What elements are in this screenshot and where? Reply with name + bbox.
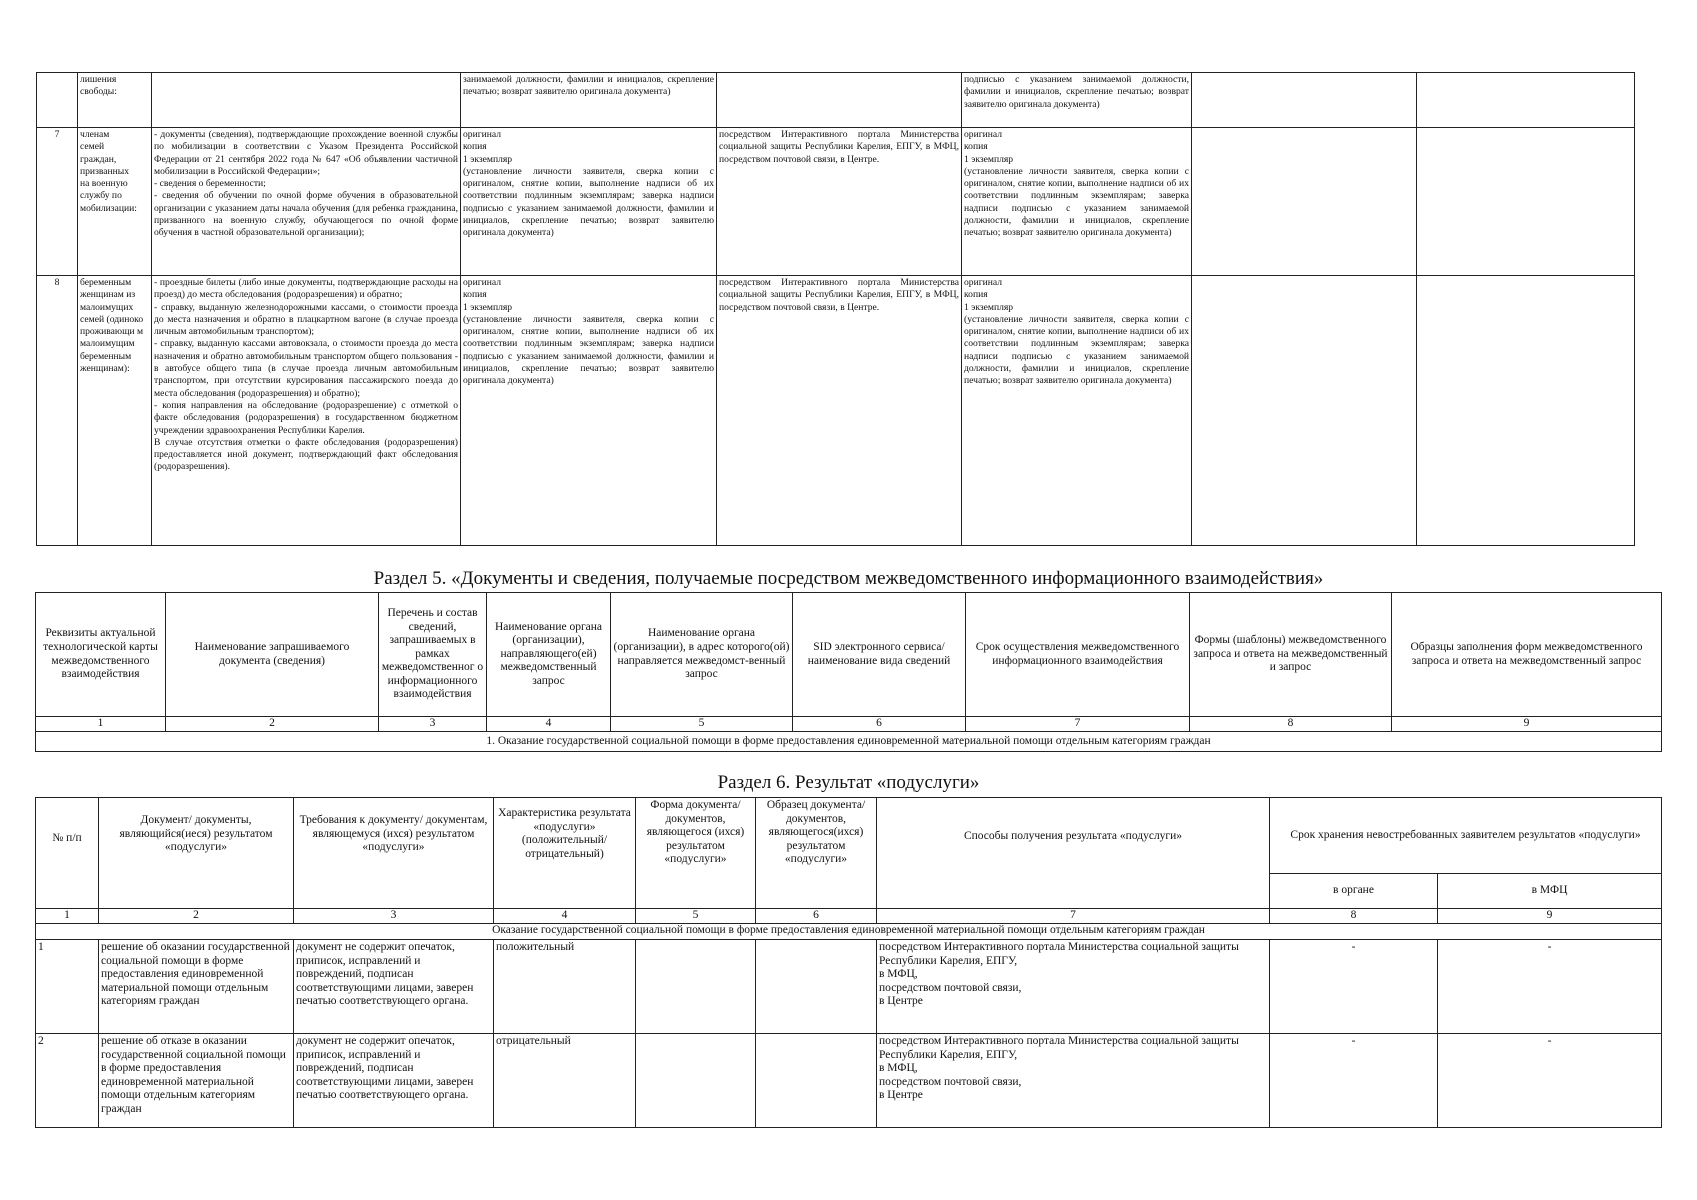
service-name: 1. Оказание государственной социальной помощи в форме предоставления единовременной материальной помощи отдельным категориям граждан bbox=[36, 732, 1662, 752]
service-name: Оказание государственной социальной помощи в форме предоставления единовременной материальной помощи отдельным категориям граждан bbox=[36, 924, 1662, 940]
applicant-category: членам семей граждан, призванных на военную службу по мобилизации: bbox=[78, 128, 152, 276]
column-number: 2 bbox=[166, 717, 379, 732]
empty-cell bbox=[1417, 73, 1635, 128]
column-number: 3 bbox=[379, 717, 487, 732]
results-table bbox=[35, 797, 1662, 1128]
service-row bbox=[36, 732, 1662, 752]
column-number: 5 bbox=[636, 909, 756, 924]
document-requirements-2: оригинал копия 1 экземпляр (установление личности заявителя, сверка копии с оригиналом, снятие копии, выполнение надписи об их соответствии подлинным экземплярам; заверка надписи подписью с указанием занимаемой должности, фамилии и инициалов, скрепление печатью; возврат заявителю оригинала документа) bbox=[962, 276, 1192, 546]
column-number: 7 bbox=[966, 717, 1190, 732]
header-sending-organ: Наименование органа (организации), направляющего(ей) межведомственный запрос bbox=[487, 593, 611, 717]
submission-methods: посредством Интерактивного портала Министерства социальной защиты Республики Карелия, ЕПГУ, в МФЦ, посредством почтовой связи, в Центре. bbox=[717, 276, 962, 546]
result-characteristic: отрицательный bbox=[494, 1034, 636, 1128]
empty-cell bbox=[1192, 128, 1417, 276]
documents-table bbox=[36, 72, 1635, 546]
result-characteristic: положительный bbox=[494, 940, 636, 1034]
applicant-category: беременным женщинам из малоимущих семей (одиноко проживающи м малоимущим беременным женщинам): bbox=[78, 276, 152, 546]
table-row bbox=[37, 276, 1635, 546]
header-requested-data: Перечень и состав сведений, запрашиваемых в рамках межведомственног о информационного взаимодействия bbox=[379, 593, 487, 717]
header-card-details: Реквизиты актуальной технологической карты межведомственного взаимодействия bbox=[36, 593, 166, 717]
empty-cell bbox=[1192, 73, 1417, 128]
column-number: 6 bbox=[793, 717, 966, 732]
table-header-row bbox=[36, 798, 1662, 874]
header-characteristic: Характеристика результата «подуслуги» (положительный/ отрицательный) bbox=[494, 798, 636, 909]
interagency-table bbox=[35, 592, 1662, 752]
column-number: 8 bbox=[1190, 717, 1392, 732]
row-number: 7 bbox=[37, 128, 78, 276]
obtaining-methods: посредством Интерактивного портала Министерства социальной защиты Республики Карелия, ЕПГУ, в МФЦ, посредством почтовой связи, в Центре bbox=[877, 1034, 1270, 1128]
header-forms: Формы (шаблоны) межведомственного запроса и ответа на межведомственный и запрос bbox=[1190, 593, 1392, 717]
column-numbers-row bbox=[36, 717, 1662, 732]
storage-in-mfc: - bbox=[1438, 940, 1662, 1034]
row-number: 1 bbox=[36, 940, 99, 1034]
document-requirements: занимаемой должности, фамилии и инициалов, скрепление печатью; возврат заявителю оригинала документа) bbox=[461, 73, 717, 128]
storage-in-organ: - bbox=[1270, 940, 1438, 1034]
empty-cell bbox=[1417, 276, 1635, 546]
result-requirements: документ не содержит опечаток, приписок, исправлений и повреждений, подписан соответствующими лицами, заверен печатью соответствующего органа. bbox=[294, 940, 494, 1034]
header-document-sample: Образец документа/ документов, являющегося(ихся) результатом «подуслуги» bbox=[756, 798, 877, 909]
column-number: 1 bbox=[36, 909, 99, 924]
document-requirements: оригинал копия 1 экземпляр (установление личности заявителя, сверка копии с оригиналом, снятие копии, выполнение надписи об их соответствии подлинным экземплярам; заверка надписи подписью с указанием занимаемой должности, фамилии и инициалов, скрепление печатью; возврат заявителю оригинала документа) bbox=[461, 276, 717, 546]
service-row bbox=[36, 924, 1662, 940]
header-receiving-organ: Наименование органа (организации), в адрес которого(ой) направляется межведомст-венный запрос bbox=[611, 593, 793, 717]
applicant-category: лишения свободы: bbox=[78, 73, 152, 128]
result-form bbox=[636, 940, 756, 1034]
section-6-title: Раздел 6. Результат «подуслуги» bbox=[717, 772, 980, 793]
table-row bbox=[36, 940, 1662, 1034]
header-in-mfc: в МФЦ bbox=[1438, 874, 1662, 909]
column-number: 6 bbox=[756, 909, 877, 924]
required-documents: - документы (сведения), подтверждающие прохождение военной службы по мобилизации в соответствии с Указом Президента Российской Федерации от 21 сентября 2022 года № 647 «Об объявлении частичной мобилизации в Российской Федерации»; - сведения о беременности; - сведения об обучении по очной форме обучения в образовательной организации с указанием даты начала обучения (для ребенка гражданина, призванного на военную службу, обучающегося по очной форме обучения в частной образовательной организации); bbox=[152, 128, 461, 276]
storage-in-organ: - bbox=[1270, 1034, 1438, 1128]
result-sample bbox=[756, 940, 877, 1034]
header-number: № п/п bbox=[36, 798, 99, 909]
result-requirements: документ не содержит опечаток, приписок, исправлений и повреждений, подписан соответствующими лицами, заверен печатью соответствующего органа. bbox=[294, 1034, 494, 1128]
storage-in-mfc: - bbox=[1438, 1034, 1662, 1128]
obtaining-methods: посредством Интерактивного портала Министерства социальной защиты Республики Карелия, ЕПГУ, в МФЦ, посредством почтовой связи, в Центре bbox=[877, 940, 1270, 1034]
header-storage-term: Срок хранения невостребованных заявителем результатов «подуслуги» bbox=[1270, 798, 1662, 874]
submission-methods bbox=[717, 73, 962, 128]
header-obtaining-methods: Способы получения результата «подуслуги» bbox=[877, 798, 1270, 909]
section-5-title: Раздел 5. «Документы и сведения, получаемые посредством межведомственного информационного взаимодействия» bbox=[373, 568, 1324, 589]
header-term: Срок осуществления межведомственного информационного взаимодействия bbox=[966, 593, 1190, 717]
table-row bbox=[37, 128, 1635, 276]
header-requirements: Требования к документу/ документам, являющемуся (ихся) результатом «подуслуги» bbox=[294, 798, 494, 909]
table-row bbox=[37, 73, 1635, 128]
header-document-form: Форма документа/ документов, являющегося (ихся) результатом «подуслуги» bbox=[636, 798, 756, 909]
column-number: 1 bbox=[36, 717, 166, 732]
empty-cell bbox=[1417, 128, 1635, 276]
header-result-document: Документ/ документы, являющийся(иеся) результатом «подуслуги» bbox=[99, 798, 294, 909]
result-form bbox=[636, 1034, 756, 1128]
column-number: 5 bbox=[611, 717, 793, 732]
column-number: 4 bbox=[494, 909, 636, 924]
header-samples: Образцы заполнения форм межведомственного запроса и ответа на межведомственный запрос bbox=[1392, 593, 1662, 717]
row-number: 8 bbox=[37, 276, 78, 546]
required-documents bbox=[152, 73, 461, 128]
submission-methods: посредством Интерактивного портала Министерства социальной защиты Республики Карелия, ЕПГУ, в МФЦ, посредством почтовой связи, в Центре. bbox=[717, 128, 962, 276]
header-requested-document: Наименование запрашиваемого документа (сведения) bbox=[166, 593, 379, 717]
column-number: 9 bbox=[1392, 717, 1662, 732]
header-sid: SID электронного сервиса/ наименование вида сведений bbox=[793, 593, 966, 717]
empty-cell bbox=[1192, 276, 1417, 546]
column-number: 3 bbox=[294, 909, 494, 924]
table-header-row bbox=[36, 593, 1662, 717]
result-document: решение об оказании государственной социальной помощи в форме предоставления единовременной материальной помощи отдельным категориям граждан bbox=[99, 940, 294, 1034]
document-requirements-2: оригинал копия 1 экземпляр (установление личности заявителя, сверка копии с оригиналом, снятие копии, выполнение надписи об их соответствии подлинным экземплярам; заверка надписи подписью с указанием занимаемой должности, фамилии и инициалов, скрепление печатью; возврат заявителю оригинала документа) bbox=[962, 128, 1192, 276]
document-requirements: оригинал копия 1 экземпляр (установление личности заявителя, сверка копии с оригиналом, снятие копии, выполнение надписи об их соответствии подлинным экземплярам; заверка надписи подписью с указанием занимаемой должности, фамилии и инициалов, скрепление печатью; возврат заявителю оригинала документа) bbox=[461, 128, 717, 276]
document-requirements-2: подписью с указанием занимаемой должности, фамилии и инициалов, скрепление печатью; возврат заявителю оригинала документа) bbox=[962, 73, 1192, 128]
table-row bbox=[36, 1034, 1662, 1128]
header-in-organ: в органе bbox=[1270, 874, 1438, 909]
column-number: 8 bbox=[1270, 909, 1438, 924]
column-numbers-row bbox=[36, 909, 1662, 924]
column-number: 9 bbox=[1438, 909, 1662, 924]
result-document: решение об отказе в оказании государственной социальной помощи в форме предоставления единовременной материальной помощи отдельным категориям граждан bbox=[99, 1034, 294, 1128]
result-sample bbox=[756, 1034, 877, 1128]
required-documents: - проездные билеты (либо иные документы, подтверждающие расходы на проезд) до места обследования (родоразрешения) и обратно; - справку, выданную железнодорожными кассами, о стоимости проезда до места назначения и обратно в плацкартном вагоне (в случае проезда личным автомобильным транспортом); - справку, выданную кассами автовокзала, о стоимости проезда до места назначения и обратно автомобильным транспортом общего пользования - в автобусе общего типа (в случае проезда личным автомобильным транспортом, при отсутствии курсирования пассажирского поезда до места обследования (родоразрешения) и обратно); - копия направления на обследование (родоразрешение) с отметкой о факте обследования (родоразрешения) в государственном бюджетном учреждении здравоохранения Республики Карелия. В случае отсутствия отметки о факте обследования (родоразрешения) предоставляется иной документ, подтверждающий факт обследования (родоразрешения). bbox=[152, 276, 461, 546]
column-number: 7 bbox=[877, 909, 1270, 924]
column-number: 4 bbox=[487, 717, 611, 732]
row-number: 2 bbox=[36, 1034, 99, 1128]
row-number bbox=[37, 73, 78, 128]
column-number: 2 bbox=[99, 909, 294, 924]
